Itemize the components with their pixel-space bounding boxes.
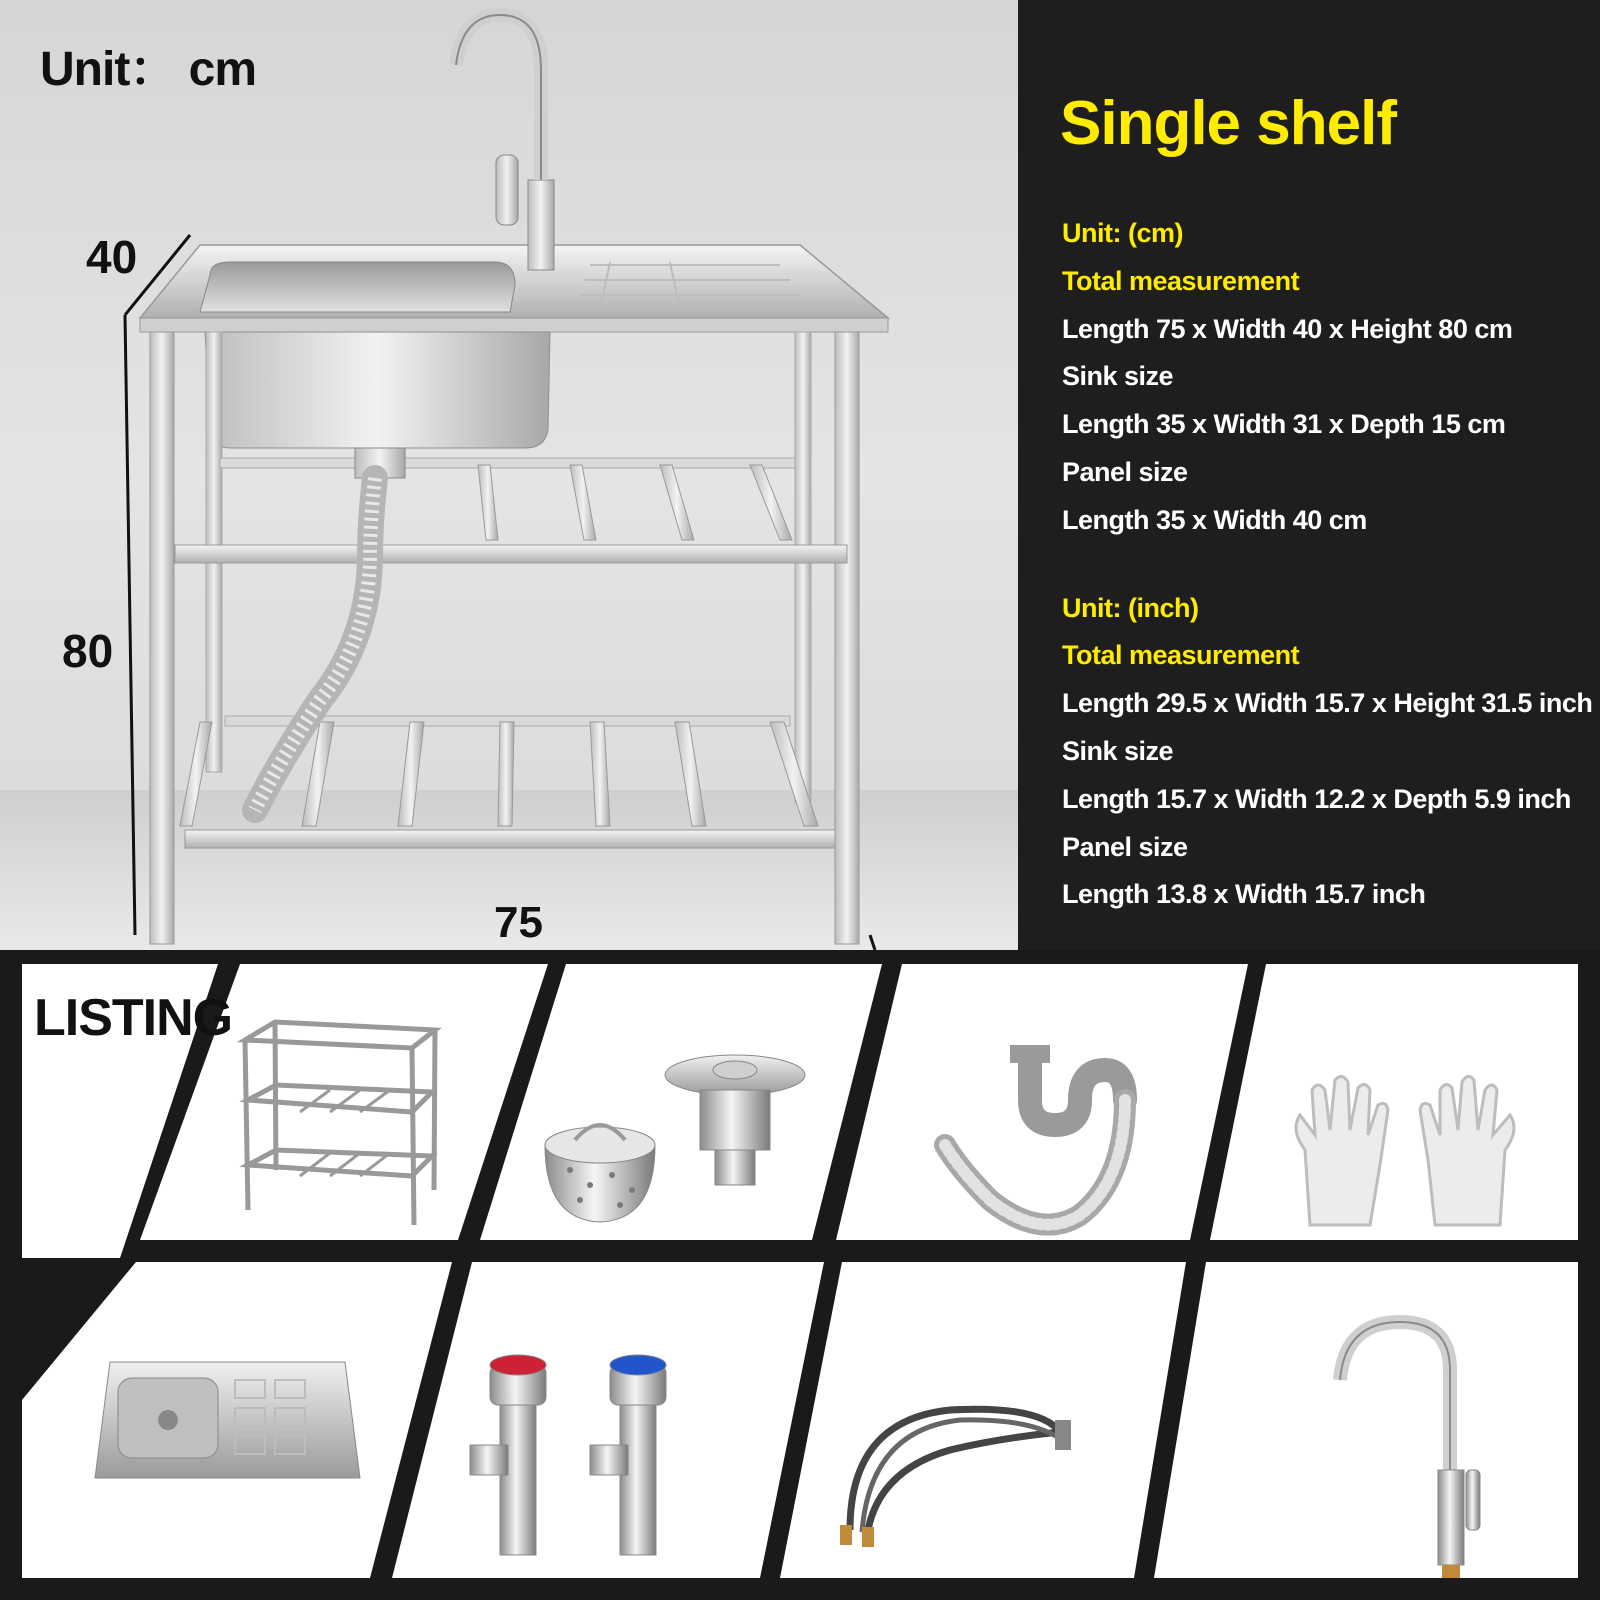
listing-cell-faucet	[1154, 1262, 1578, 1578]
total-measurement-cm: Length 75 x Width 40 x Height 80 cm	[1062, 313, 1513, 344]
spec-title: Single shelf	[1060, 89, 1396, 158]
listing-cell-gloves	[1210, 964, 1578, 1240]
panel-size-cm: Length 35 x Width 40 cm	[1062, 504, 1367, 535]
sink-size-cm: Length 35 x Width 31 x Depth 15 cm	[1062, 409, 1506, 440]
panel-size-heading-inch: Panel size	[1062, 831, 1188, 862]
sink-size-heading-inch: Sink size	[1062, 735, 1174, 766]
sink-size-inch: Length 15.7 x Width 12.2 x Depth 5.9 inch	[1062, 783, 1571, 814]
listing-label: LISTING	[34, 989, 233, 1047]
unit-label: Unit： cm	[40, 43, 257, 96]
sink-size-heading-cm: Sink size	[1062, 361, 1174, 392]
depth-dimension: 40	[86, 231, 138, 283]
height-dimension: 80	[62, 625, 114, 677]
sink-basin-icon	[95, 1362, 360, 1478]
unit-cm-heading: Unit: (cm)	[1062, 218, 1183, 248]
listing-cell-strainer	[480, 964, 882, 1240]
total-measurement-heading-inch: Total measurement	[1062, 640, 1300, 671]
unit-inch-heading: Unit: (inch)	[1062, 592, 1199, 623]
length-dimension: 75	[494, 898, 543, 947]
total-measurement-inch: Length 29.5 x Width 15.7 x Height 31.5 inch	[1062, 688, 1593, 719]
total-measurement-heading-cm: Total measurement	[1062, 265, 1300, 296]
panel-size-inch: Length 13.8 x Width 15.7 inch	[1062, 879, 1426, 910]
listing-cell-angle-valves	[392, 1262, 824, 1578]
panel-size-heading-cm: Panel size	[1062, 456, 1188, 487]
